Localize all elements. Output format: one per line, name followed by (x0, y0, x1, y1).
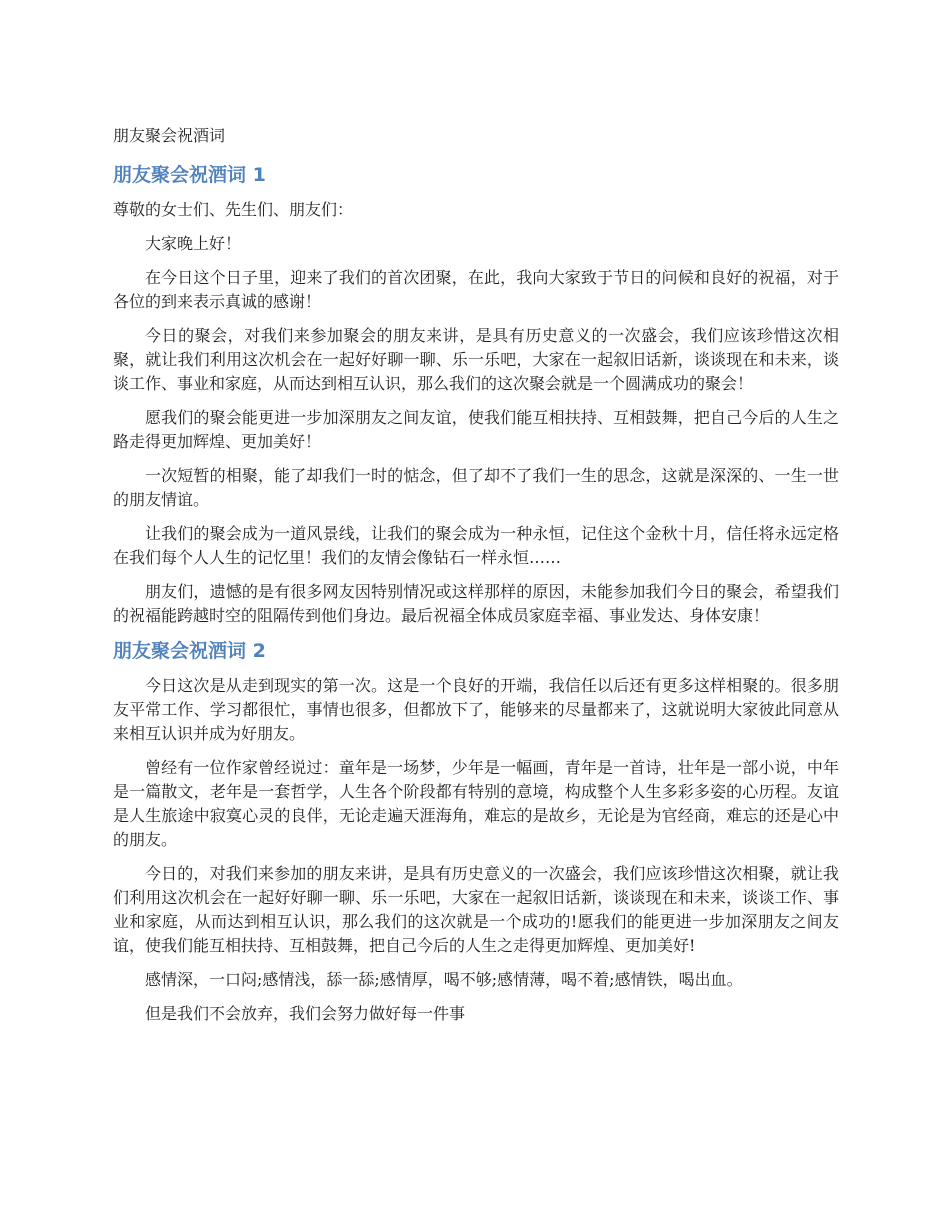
document-title: 朋友聚会祝酒词 (113, 126, 226, 145)
salutation-paragraph: 尊敬的女士们、先生们、朋友们： (113, 200, 354, 219)
body-paragraph: 让我们的聚会成为一道风景线，让我们的聚会成为一种永恒，记住这个金秋十月，信任将永远定格在我们每个人人生的记忆里！我们的友情会像钻石一样永恒…… (113, 524, 839, 567)
body-paragraph: 今日的聚会，对我们来参加聚会的朋友来讲，是具有历史意义的一次盛会，我们应该珍惜这次相聚，就让我们利用这次机会在一起好好聊一聊、乐一乐吧，大家在一起叙旧话新，谈谈现在和未来，谈谈工作、事业和家庭，从而达到相互认识，那么我们的这次聚会就是一个圆满成功的聚会！ (113, 326, 839, 393)
document-content (113, 124, 839, 1036)
body-paragraph: 今日这次是从走到现实的第一次。这是一个良好的开端，我信任以后还有更多这样相聚的。很多朋友平常工作、学习都很忙，事情也很多，但都放下了，能够来的尽量都来了，这就说明大家彼此同意从来相互认识并成为好朋友。 (113, 676, 839, 743)
body-paragraph: 感情深，一口闷;感情浅，舔一舔;感情厚，喝不够;感情薄，喝不着;感情铁，喝出血。 (145, 970, 743, 989)
body-paragraph: 今日的，对我们来参加的朋友来讲，是具有历史意义的一次盛会，我们应该珍惜这次相聚，就让我们利用这次机会在一起好好聊一聊、乐一乐吧，大家在一起叙旧话新，谈谈现在和未来，谈谈工作、事业和家庭，从而达到相互认识，那么我们的这次就是一个成功的!愿我们的能更进一步加深朋友之间友谊，使我们能互相扶持、互相鼓舞，把自己今后的人生之走得更加辉煌、更加美好! (113, 864, 839, 955)
body-paragraph: 愿我们的聚会能更进一步加深朋友之间友谊，使我们能互相扶持、互相鼓舞，把自己今后的人生之路走得更加辉煌、更加美好！ (113, 408, 839, 451)
body-paragraph: 大家晚上好！ (145, 234, 242, 253)
section-2 (113, 638, 839, 1026)
body-paragraph: 朋友们，遗憾的是有很多网友因特别情况或这样那样的原因，未能参加我们今日的聚会，希望我们的祝福能跨越时空的阻隔传到他们身边。最后祝福全体成员家庭幸福、事业发达、身体安康！ (113, 582, 839, 625)
body-paragraph: 但是我们不会放弃，我们会努力做好每一件事 (145, 1004, 466, 1023)
section-heading: 朋友聚会祝酒词 1 (113, 164, 266, 186)
section-1 (113, 162, 839, 628)
section-heading: 朋友聚会祝酒词 2 (113, 640, 266, 662)
body-paragraph: 一次短暂的相聚，能了却我们一时的惦念，但了却不了我们一生的思念，这就是深深的、一生一世的朋友情谊。 (113, 466, 839, 509)
body-paragraph: 曾经有一位作家曾经说过：童年是一场梦，少年是一幅画，青年是一首诗，壮年是一部小说，中年是一篇散文，老年是一套哲学，人生各个阶段都有特别的意境，构成整个人生多彩多姿的心历程。友谊是人生旅途中寂寞心灵的良伴，无论走遍天涯海角，难忘的是故乡，无论是为官经商，难忘的还是心中的朋友。 (113, 758, 839, 849)
body-paragraph: 在今日这个日子里，迎来了我们的首次团聚，在此，我向大家致于节日的问候和良好的祝福，对于各位的到来表示真诚的感谢！ (113, 268, 839, 311)
